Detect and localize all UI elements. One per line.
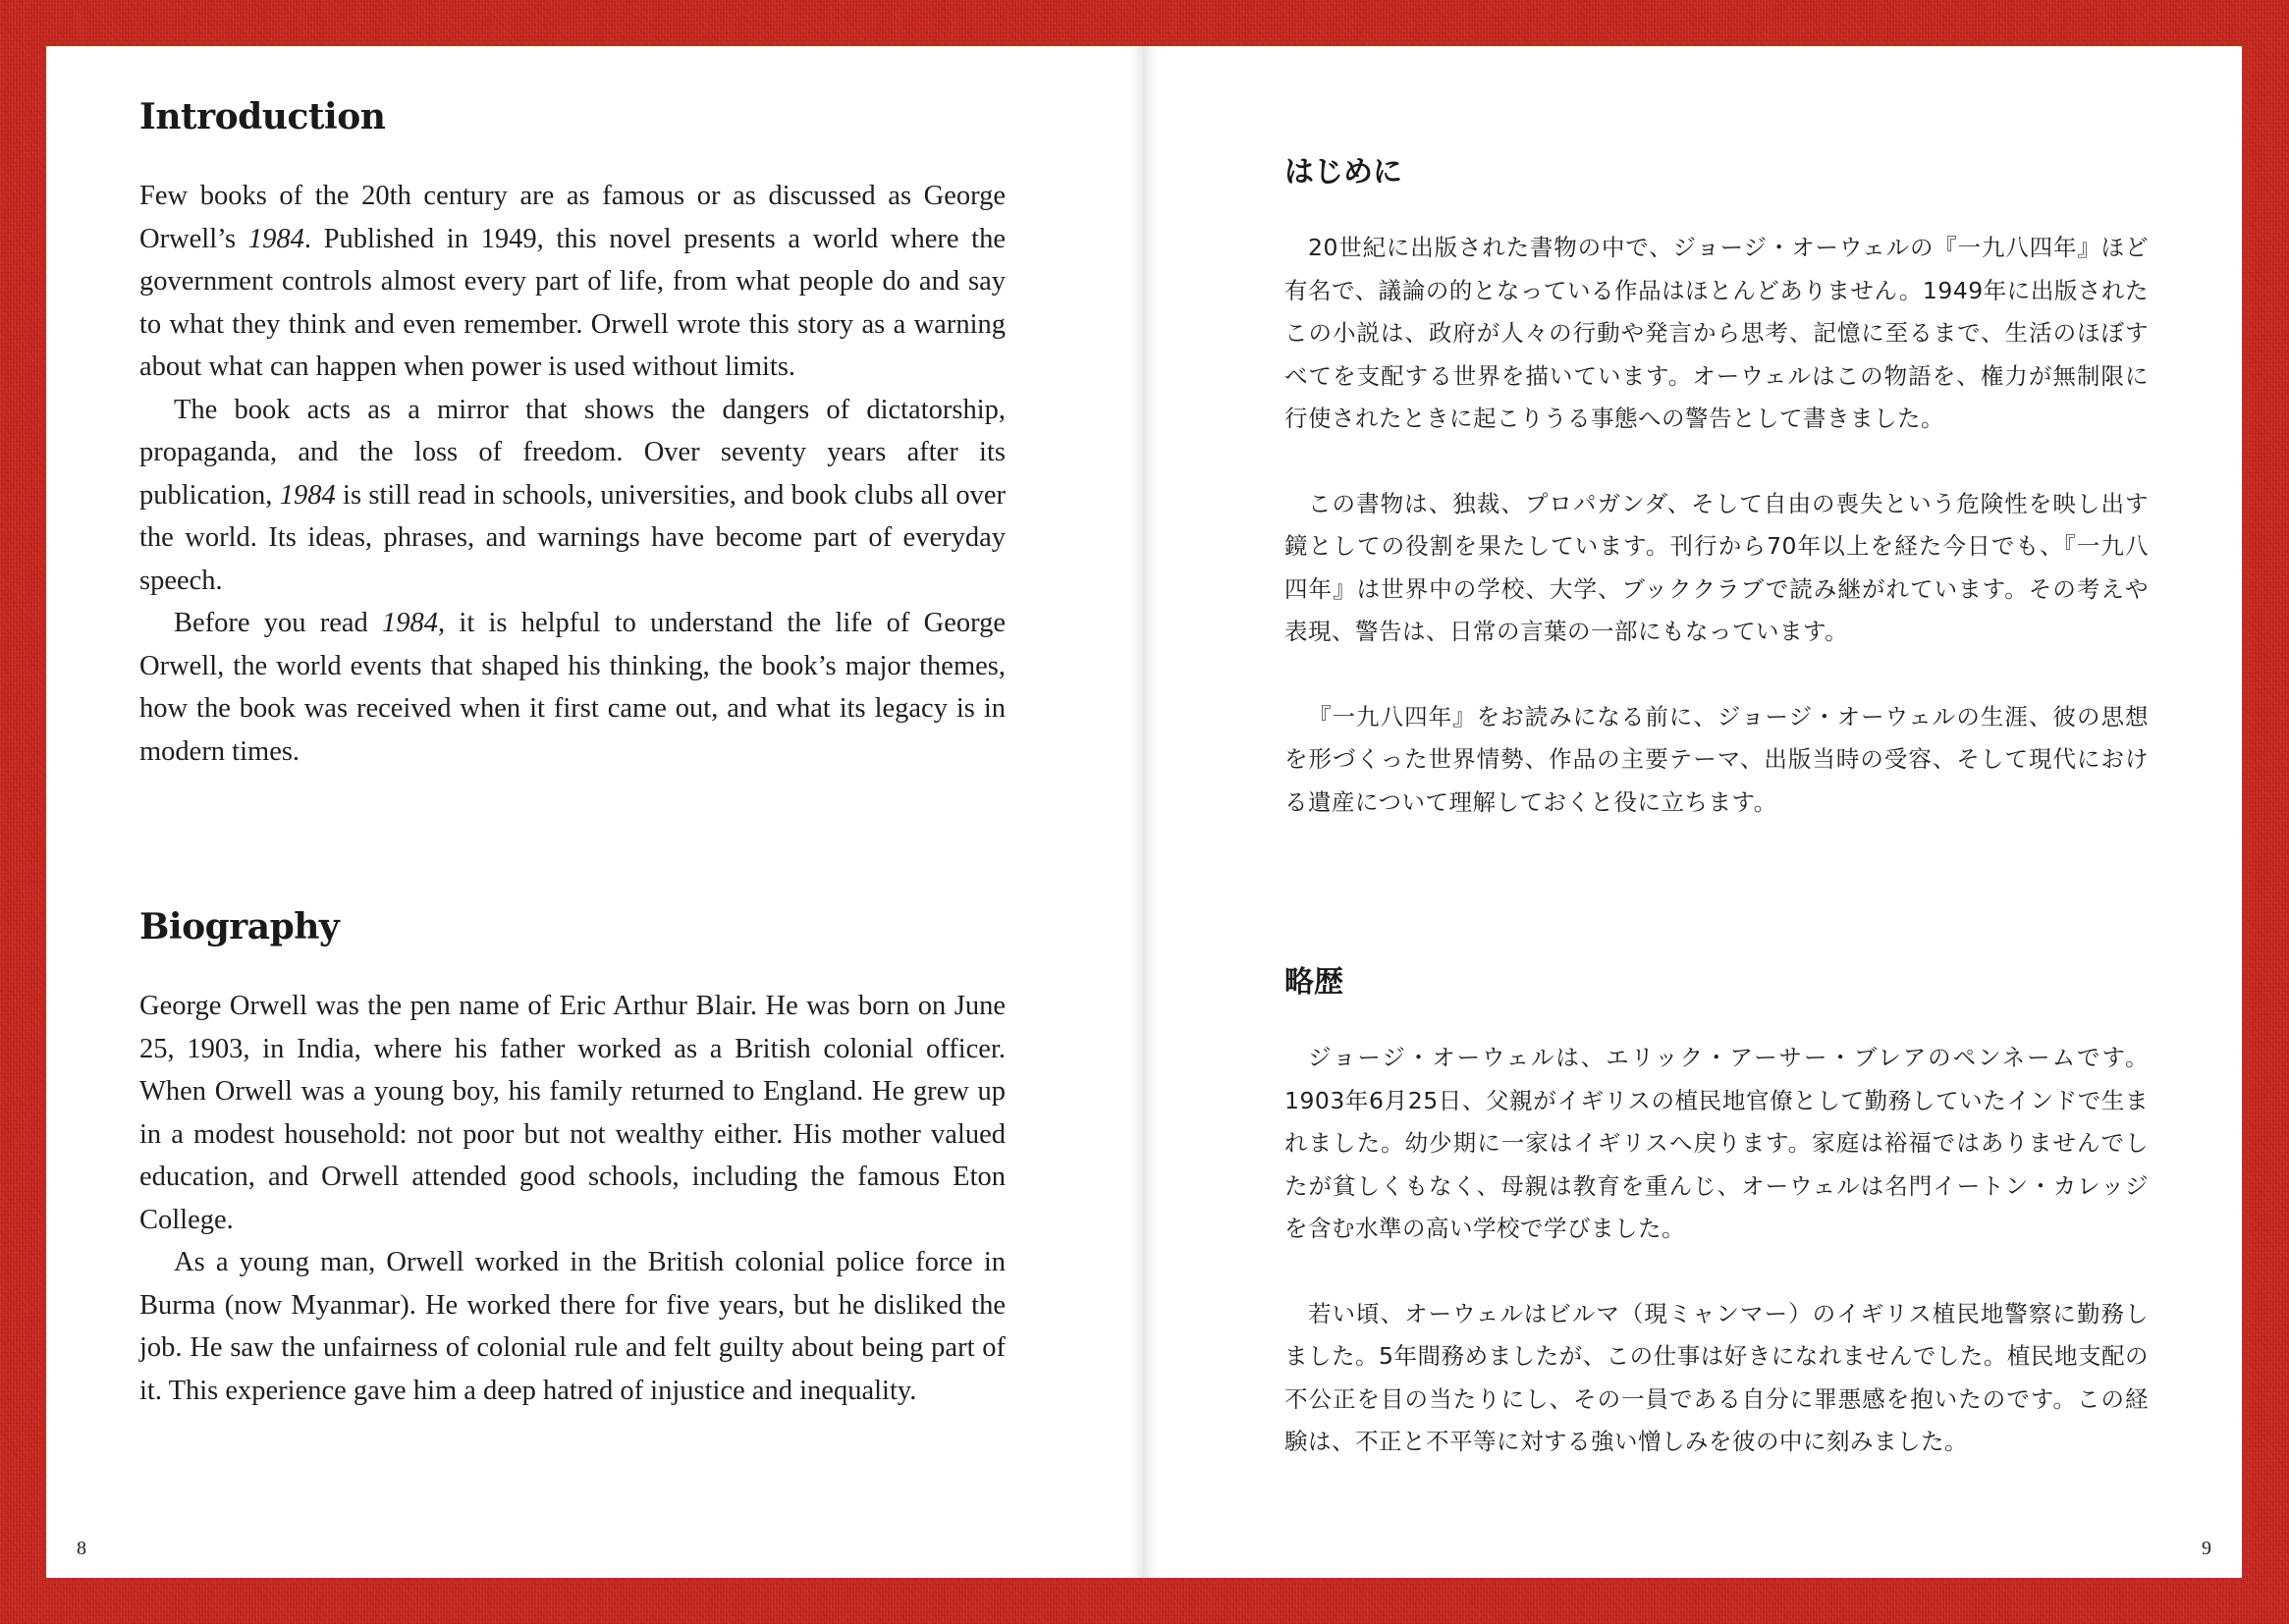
introduction-paragraph-2: The book acts as a mirror that shows the dangers of dictatorship, propaganda, and the loss of freedom. Over seventy years after its publication, 1984 is still read in schools, universities, and book clubs all over the world. Its ideas, phrases, and warnings have become part of everyday speech. bbox=[139, 394, 1006, 596]
right-page bbox=[1144, 46, 2242, 1578]
biography-paragraph-1: George Orwell was the pen name of Eric Arthur Blair. He was born on June 25, 1903, in India, where his father worked as a British colonial officer. When Orwell was a young boy, his family returned to England. He grew up in a modest household: not poor but not wealthy either. His mother valued education, and Orwell attended good schools, including the famous Eton College. bbox=[139, 991, 1006, 1235]
biography-heading-ja: 略歴 bbox=[1284, 965, 1343, 1000]
introduction-section-en bbox=[139, 93, 1006, 773]
introduction-heading-ja: はじめに bbox=[1284, 155, 1402, 189]
introduction-paragraph-1: Few books of the 20th century are as famous or as discussed as George Orwell’s 1984. Published in 1949, this novel presents a world where the government controls almost every part of life, from what people do and say to what they think and even remember. Orwell wrote this story as a warning about what can happen when power is used without limits. bbox=[139, 181, 1007, 382]
biography-paragraph-1-ja: ジョージ・オーウェルは、エリック・アーサー・ブレアのペンネームです。1903年6月25日、父親がイギリスの植民地官僚として勤務していたインドで生まれました。幼少期に一家はイギリスへ戻ります。家庭は裕福ではありませんでしたが貧しくもなく、母親は教育を重んじ、オーウェルは名門イートン・カレッジを含む水準の高い学校で学びました。 bbox=[1284, 1044, 2149, 1242]
left-page bbox=[46, 46, 1144, 1578]
biography-section-en bbox=[139, 903, 1006, 1412]
book-title: 1984 bbox=[382, 608, 439, 638]
biography-heading: Biography bbox=[139, 906, 340, 947]
biography-section-ja bbox=[1284, 962, 2149, 1464]
introduction-paragraph-3: Before you read 1984, it is helpful to understand the life of George Orwell, the world events that shaped his thinking, the book’s major themes, how the book was received when it first came out, and what its legacy is in modern times. bbox=[139, 608, 1006, 767]
biography-paragraph-2: As a young man, Orwell worked in the British colonial police force in Burma (now Myanmar). He worked there for five years, but he disliked the job. He saw the unfairness of colonial rule and felt guilty about being part of it. This experience gave him a deep hatred of injustice and inequality. bbox=[139, 1247, 1006, 1406]
introduction-heading: Introduction bbox=[139, 96, 386, 137]
introduction-paragraph-1-ja: 20世紀に出版された書物の中で、ジョージ・オーウェルの『一九八四年』ほど有名で、議論の的となっている作品はほとんどありません。1949年に出版されたこの小説は、政府が人々の行動や発言から思考、記憶に至るまで、生活のほぼすべてを支配する世界を描いています。オーウェルはこの物語を、権力が無制限に行使されたときに起こりうる事態への警告として書きました。 bbox=[1284, 234, 2149, 432]
introduction-section-ja bbox=[1284, 152, 2149, 824]
introduction-paragraph-2-ja: この書物は、独裁、プロパガンダ、そして自由の喪失という危険性を映し出す鏡としての役割を果たしています。刊行から70年以上を経た今日でも、『一九八四年』は世界中の学校、大学、ブッククラブで読み継がれています。その考えや表現、警告は、日常の言葉の一部にもなっています。 bbox=[1284, 489, 2149, 645]
page-number: 9 bbox=[2202, 1538, 2211, 1559]
page-number: 8 bbox=[77, 1538, 86, 1559]
introduction-paragraph-3-ja: 『一九八四年』をお読みになる前に、ジョージ・オーウェルの生涯、彼の思想を形づくった世界情勢、作品の主要テーマ、出版当時の受容、そして現代における遺産について理解しておくと役に立ちます。 bbox=[1284, 702, 2149, 816]
book-title: 1984 bbox=[279, 479, 336, 511]
book-title: 1984 bbox=[247, 223, 304, 254]
biography-paragraph-2-ja: 若い頃、オーウェルはビルマ（現ミャンマー）のイギリス植民地警察に勤務しました。5年間務めましたが、この仕事は好きになれませんでした。植民地支配の不公正を目の当たりにし、その一員である自分に罪悪感を抱いたのです。この経験は、不正と不平等に対する強い憎しみを彼の中に刻みました。 bbox=[1284, 1299, 2149, 1455]
